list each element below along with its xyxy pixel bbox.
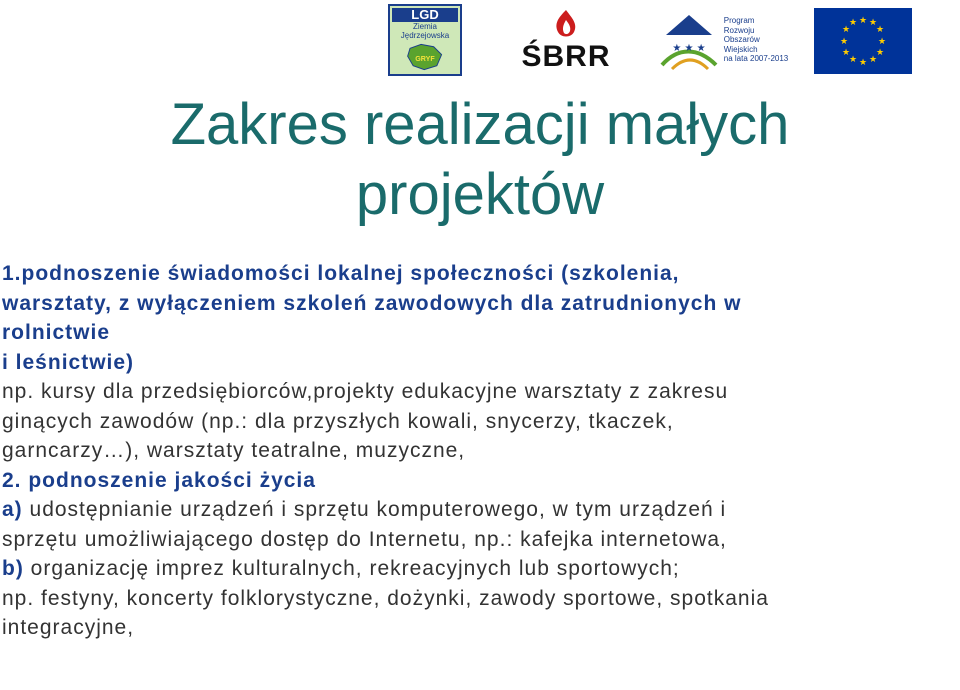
map-icon [400, 42, 450, 72]
svg-text:★: ★ [877, 37, 887, 47]
prow-logo [656, 4, 790, 76]
stars-house-icon [658, 7, 720, 73]
item-2b-label: b) [2, 557, 24, 580]
logo-bar [0, 4, 960, 80]
svg-text:★: ★ [858, 58, 868, 68]
svg-text:★: ★ [848, 18, 858, 28]
svg-text:★ ★ ★: ★ ★ ★ [672, 43, 706, 54]
item-1-line: i leśnictwie) [2, 350, 135, 374]
svg-text:★: ★ [875, 48, 885, 58]
svg-text:★: ★ [858, 16, 868, 26]
example-2-line: integracyjne, [2, 616, 135, 639]
slide-content [2, 259, 958, 643]
prow-line: na lata 2007-2013 [723, 54, 789, 64]
example-1-line: ginących zawodów (np.: dla przyszłych kowali, snycerzy, tkaczek, [2, 409, 674, 433]
title-line-2: projektów [355, 162, 605, 227]
item-2b-line [2, 554, 958, 584]
example-1-line: garncarzy…), warsztaty teatralne, muzyczne, [2, 439, 466, 462]
lgd-logo-title: LGD [392, 8, 458, 22]
eu-flag-icon [814, 8, 912, 74]
slide-title [80, 90, 880, 230]
item-2a-text: udostępnianie urządzeń i sprzętu komputerowego, w tym urządzeń i [22, 498, 727, 521]
svg-text:★: ★ [868, 18, 878, 28]
item-2a-label: a) [2, 498, 23, 521]
example-2-line: np. festyny, koncerty folklorystyczne, dożynki, zawody sportowe, spotkania [2, 586, 769, 610]
sbrr-logo [512, 4, 620, 76]
item-1-line: rolnictwie [2, 321, 111, 344]
prow-logo-text [724, 16, 789, 64]
lgd-logo [388, 4, 462, 76]
lgd-logo-subtitle: Ziemia Jędrzejowska [400, 22, 450, 40]
example-1-line: np. kursy dla przedsiębiorców,projekty edukacyjne warsztaty z zakresu [2, 380, 729, 403]
item-2-heading: 2. podnoszenie jakości życia [2, 468, 316, 492]
lgd-logo-gryf: GRYF [415, 54, 435, 63]
flame-icon [536, 8, 596, 42]
item-1-line: warsztaty, z wyłączeniem szkoleń zawodowych dla zatrudnionych w [2, 291, 742, 315]
item-2a-line: sprzętu umożliwiającego dostęp do Internetu, np.: kafejka internetowa, [2, 527, 727, 551]
svg-text:★: ★ [875, 25, 885, 35]
title-line-1: Zakres realizacji małych [170, 92, 790, 157]
svg-text:★: ★ [868, 55, 878, 65]
prow-line: Rozwoju [723, 25, 755, 35]
item-1-line: 1.podnoszenie świadomości lokalnej społeczności (szkolenia, [2, 262, 680, 285]
svg-text:★: ★ [848, 55, 858, 65]
prow-line: Wiejskich [723, 44, 758, 54]
eu-stars-icon [814, 8, 912, 74]
item-2b-text: organizację imprez kulturalnych, rekreacyjnych lub sportowych; [23, 557, 680, 580]
prow-line: Program [723, 16, 755, 26]
sbrr-logo-text: ŚBRR [521, 40, 611, 73]
prow-line: Obszarów [723, 35, 760, 45]
item-2a-line [2, 495, 958, 525]
svg-text:★: ★ [839, 37, 849, 47]
svg-text:★: ★ [841, 25, 851, 35]
svg-text:★: ★ [841, 48, 851, 58]
